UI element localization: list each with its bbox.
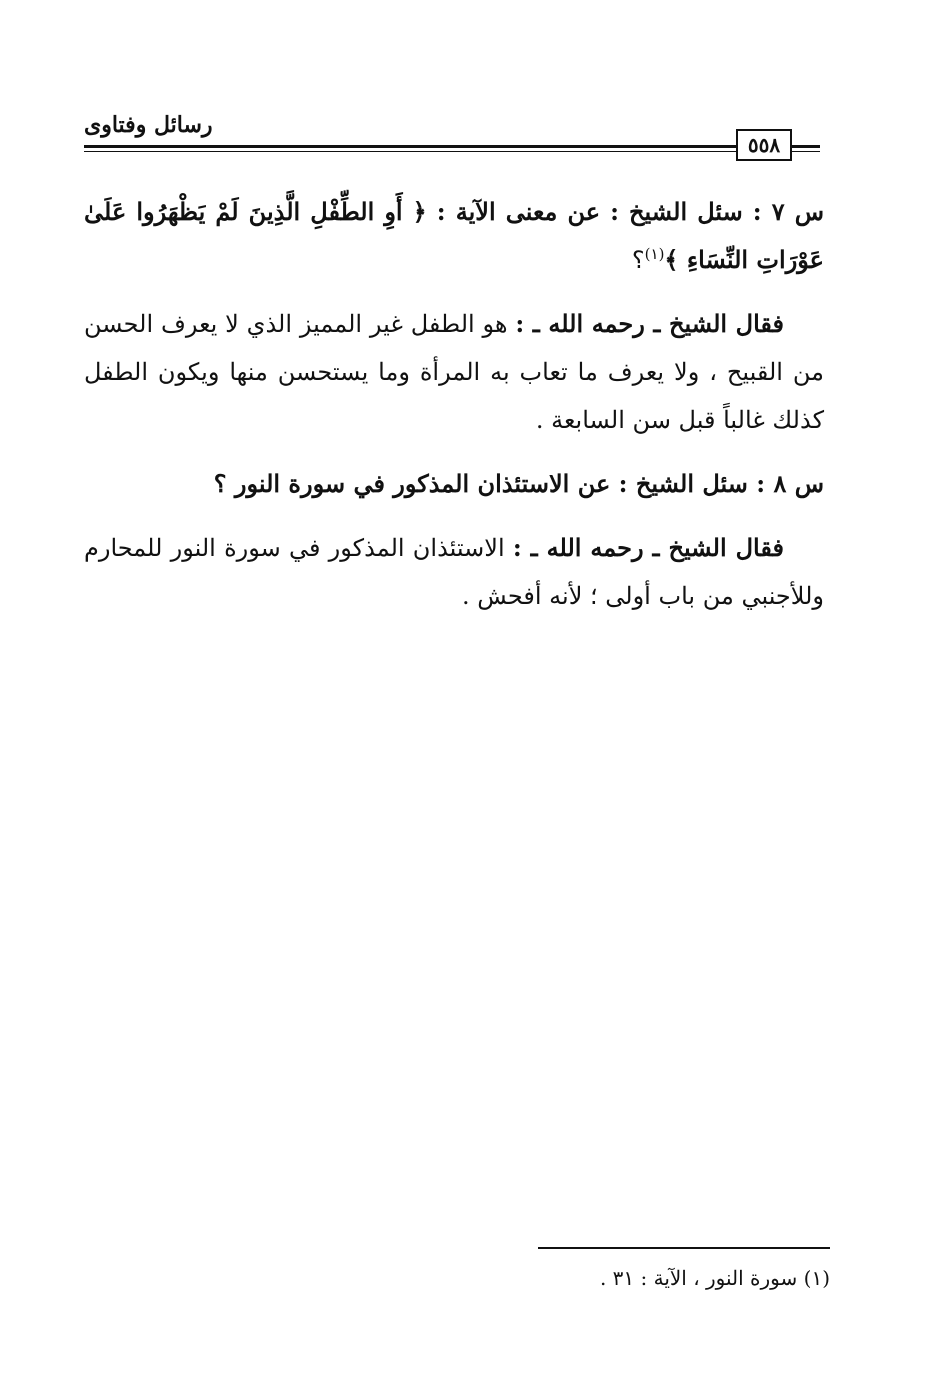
- question-mark: ؟: [631, 246, 645, 274]
- question-7-lead: س ٧ : سئل الشيخ : عن معنى الآية :: [436, 197, 825, 226]
- question-7-verse: ﴿ أَوِ الطِّفْلِ الَّذِينَ لَمْ يَظْهَرُوا عَلَىٰ عَوْرَاتِ النِّسَاءِ ﴾: [84, 197, 824, 274]
- header-rule-thin: [84, 151, 736, 152]
- header-rule-right-thin: [792, 151, 820, 152]
- running-header-title: رسائل وفتاوى: [84, 112, 213, 138]
- question-7: [84, 188, 824, 284]
- footnote: (١) سورة النور ، الآية : ٣١ .: [599, 1266, 830, 1290]
- answer-7-lead: فقال الشيخ ـ رحمه الله ـ :: [515, 309, 784, 338]
- answer-7: [84, 300, 824, 444]
- answer-8-text: الاستئذان المذكور في سورة النور للمحارم وللأجنبي من باب أولى ؛ لأنه أفحش .: [84, 534, 824, 610]
- footnote-rule: [538, 1247, 830, 1249]
- question-8: [84, 460, 824, 508]
- page-number: ٥٥٨: [736, 129, 792, 161]
- header-rule: [84, 145, 736, 148]
- answer-8: [84, 524, 824, 620]
- question-8-lead: س ٨ : سئل الشيخ : عن الاستئذان المذكور في سورة النور ؟: [213, 469, 824, 498]
- answer-8-lead: فقال الشيخ ـ رحمه الله ـ :: [512, 533, 784, 562]
- answer-7-text: هو الطفل غير المميز الذي لا يعرف الحسن من القبيح ، ولا يعرف ما تعاب به المرأة وما يستحسن منها ويكون الطفل كذلك غالباً قبل سن السابعة .: [84, 310, 824, 434]
- page-body: [84, 188, 824, 636]
- footnote-reference: (١): [644, 245, 665, 263]
- header-rule-right: [792, 145, 820, 148]
